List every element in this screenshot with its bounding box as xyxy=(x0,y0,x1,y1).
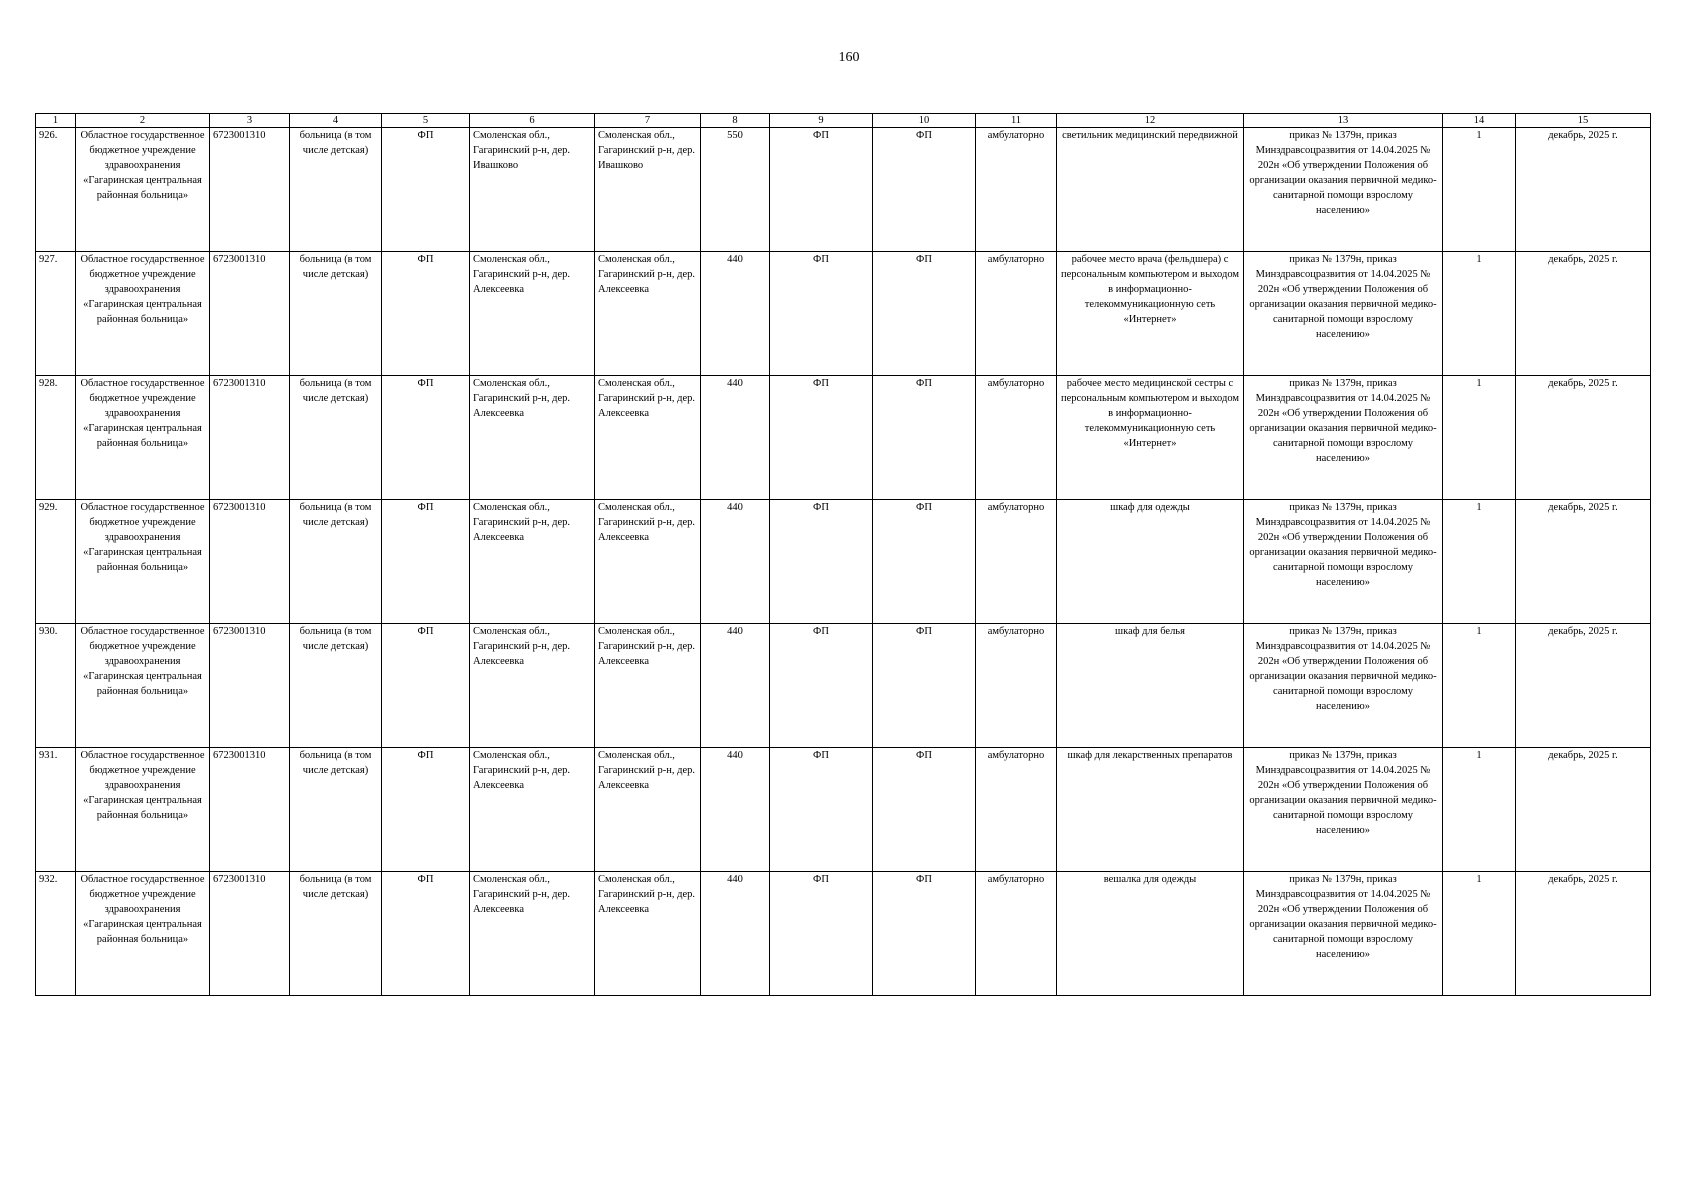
cell-unit: ФП xyxy=(382,252,470,376)
cell-unit: ФП xyxy=(382,376,470,500)
cell-mode: амбулаторно xyxy=(976,500,1057,624)
cell-address-actual: Смоленская обл., Гагаринский р-н, дер. Ивашково xyxy=(595,128,701,252)
cell-address: Смоленская обл., Гагаринский р-н, дер. Алексеевка xyxy=(470,872,595,996)
cell-address: Смоленская обл., Гагаринский р-н, дер. Алексеевка xyxy=(470,748,595,872)
cell-quantity: 1 xyxy=(1443,252,1516,376)
cell-type: больница (в том числе детская) xyxy=(290,872,382,996)
equipment-table xyxy=(35,113,1651,996)
page-number: 160 xyxy=(838,50,860,65)
cell-col9: ФП xyxy=(770,128,873,252)
table-row xyxy=(36,500,1651,624)
cell-basis: приказ № 1379н, приказ Минздравсоцразвития от 14.04.2025 № 202н «Об утверждении Положения об организации оказания первичной медико-санитарной помощи взрослому населению» xyxy=(1244,376,1443,500)
cell-col9: ФП xyxy=(770,748,873,872)
cell-population: 440 xyxy=(701,748,770,872)
cell-date: декабрь, 2025 г. xyxy=(1516,500,1651,624)
cell-address: Смоленская обл., Гагаринский р-н, дер. Алексеевка xyxy=(470,624,595,748)
cell-date: декабрь, 2025 г. xyxy=(1516,748,1651,872)
table-row xyxy=(36,252,1651,376)
cell-inn: 6723001310 xyxy=(210,500,290,624)
cell-equipment: светильник медицинский передвижной xyxy=(1057,128,1244,252)
column-header: 1 xyxy=(36,114,76,128)
cell-address-actual: Смоленская обл., Гагаринский р-н, дер. Алексеевка xyxy=(595,376,701,500)
cell-address-actual: Смоленская обл., Гагаринский р-н, дер. Алексеевка xyxy=(595,252,701,376)
cell-population: 440 xyxy=(701,376,770,500)
cell-date: декабрь, 2025 г. xyxy=(1516,872,1651,996)
cell-col9: ФП xyxy=(770,252,873,376)
cell-organization: Областное государственное бюджетное учреждение здравоохранения «Гагаринская центральная районная больница» xyxy=(76,500,210,624)
cell-basis: приказ № 1379н, приказ Минздравсоцразвития от 14.04.2025 № 202н «Об утверждении Положения об организации оказания первичной медико-санитарной помощи взрослому населению» xyxy=(1244,624,1443,748)
cell-col9: ФП xyxy=(770,624,873,748)
cell-basis: приказ № 1379н, приказ Минздравсоцразвития от 14.04.2025 № 202н «Об утверждении Положения об организации оказания первичной медико-санитарной помощи взрослому населению» xyxy=(1244,500,1443,624)
table-row xyxy=(36,128,1651,252)
cell-col10: ФП xyxy=(873,252,976,376)
cell-organization: Областное государственное бюджетное учреждение здравоохранения «Гагаринская центральная районная больница» xyxy=(76,376,210,500)
cell-mode: амбулаторно xyxy=(976,252,1057,376)
cell-col10: ФП xyxy=(873,376,976,500)
cell-organization: Областное государственное бюджетное учреждение здравоохранения «Гагаринская центральная районная больница» xyxy=(76,128,210,252)
cell-date: декабрь, 2025 г. xyxy=(1516,128,1651,252)
cell-basis: приказ № 1379н, приказ Минздравсоцразвития от 14.04.2025 № 202н «Об утверждении Положения об организации оказания первичной медико-санитарной помощи взрослому населению» xyxy=(1244,128,1443,252)
cell-date: декабрь, 2025 г. xyxy=(1516,624,1651,748)
cell-mode: амбулаторно xyxy=(976,624,1057,748)
cell-address: Смоленская обл., Гагаринский р-н, дер. Алексеевка xyxy=(470,376,595,500)
cell-population: 550 xyxy=(701,128,770,252)
cell-address-actual: Смоленская обл., Гагаринский р-н, дер. Алексеевка xyxy=(595,872,701,996)
cell-quantity: 1 xyxy=(1443,872,1516,996)
cell-number: 927. xyxy=(36,252,76,376)
cell-unit: ФП xyxy=(382,128,470,252)
cell-equipment: шкаф для белья xyxy=(1057,624,1244,748)
cell-inn: 6723001310 xyxy=(210,376,290,500)
cell-type: больница (в том числе детская) xyxy=(290,748,382,872)
cell-equipment: вешалка для одежды xyxy=(1057,872,1244,996)
cell-population: 440 xyxy=(701,872,770,996)
cell-col9: ФП xyxy=(770,872,873,996)
cell-inn: 6723001310 xyxy=(210,624,290,748)
cell-number: 932. xyxy=(36,872,76,996)
cell-quantity: 1 xyxy=(1443,500,1516,624)
cell-number: 926. xyxy=(36,128,76,252)
cell-unit: ФП xyxy=(382,624,470,748)
column-header: 2 xyxy=(76,114,210,128)
cell-basis: приказ № 1379н, приказ Минздравсоцразвития от 14.04.2025 № 202н «Об утверждении Положения об организации оказания первичной медико-санитарной помощи взрослому населению» xyxy=(1244,252,1443,376)
cell-basis: приказ № 1379н, приказ Минздравсоцразвития от 14.04.2025 № 202н «Об утверждении Положения об организации оказания первичной медико-санитарной помощи взрослому населению» xyxy=(1244,748,1443,872)
cell-population: 440 xyxy=(701,500,770,624)
cell-address-actual: Смоленская обл., Гагаринский р-н, дер. Алексеевка xyxy=(595,748,701,872)
cell-organization: Областное государственное бюджетное учреждение здравоохранения «Гагаринская центральная районная больница» xyxy=(76,624,210,748)
cell-address-actual: Смоленская обл., Гагаринский р-н, дер. Алексеевка xyxy=(595,624,701,748)
cell-type: больница (в том числе детская) xyxy=(290,376,382,500)
cell-organization: Областное государственное бюджетное учреждение здравоохранения «Гагаринская центральная районная больница» xyxy=(76,872,210,996)
cell-equipment: шкаф для одежды xyxy=(1057,500,1244,624)
cell-address: Смоленская обл., Гагаринский р-н, дер. Алексеевка xyxy=(470,252,595,376)
cell-equipment: рабочее место врача (фельдшера) с персональным компьютером и выходом в информационно-телекоммуникационную сеть «Интернет» xyxy=(1057,252,1244,376)
column-header: 10 xyxy=(873,114,976,128)
cell-number: 928. xyxy=(36,376,76,500)
cell-col10: ФП xyxy=(873,624,976,748)
cell-type: больница (в том числе детская) xyxy=(290,128,382,252)
column-header: 3 xyxy=(210,114,290,128)
cell-col10: ФП xyxy=(873,500,976,624)
table-row xyxy=(36,748,1651,872)
cell-quantity: 1 xyxy=(1443,128,1516,252)
cell-inn: 6723001310 xyxy=(210,128,290,252)
cell-date: декабрь, 2025 г. xyxy=(1516,376,1651,500)
cell-mode: амбулаторно xyxy=(976,128,1057,252)
cell-quantity: 1 xyxy=(1443,376,1516,500)
table-row xyxy=(36,624,1651,748)
cell-address: Смоленская обл., Гагаринский р-н, дер. Алексеевка xyxy=(470,500,595,624)
cell-organization: Областное государственное бюджетное учреждение здравоохранения «Гагаринская центральная районная больница» xyxy=(76,748,210,872)
cell-number: 929. xyxy=(36,500,76,624)
cell-mode: амбулаторно xyxy=(976,748,1057,872)
cell-unit: ФП xyxy=(382,872,470,996)
cell-type: больница (в том числе детская) xyxy=(290,500,382,624)
column-header: 6 xyxy=(470,114,595,128)
cell-inn: 6723001310 xyxy=(210,872,290,996)
cell-date: декабрь, 2025 г. xyxy=(1516,252,1651,376)
cell-unit: ФП xyxy=(382,748,470,872)
cell-quantity: 1 xyxy=(1443,748,1516,872)
cell-quantity: 1 xyxy=(1443,624,1516,748)
cell-basis: приказ № 1379н, приказ Минздравсоцразвития от 14.04.2025 № 202н «Об утверждении Положения об организации оказания первичной медико-санитарной помощи взрослому населению» xyxy=(1244,872,1443,996)
column-header: 4 xyxy=(290,114,382,128)
cell-col9: ФП xyxy=(770,500,873,624)
column-header: 11 xyxy=(976,114,1057,128)
cell-address-actual: Смоленская обл., Гагаринский р-н, дер. Алексеевка xyxy=(595,500,701,624)
cell-type: больница (в том числе детская) xyxy=(290,252,382,376)
cell-equipment: рабочее место медицинской сестры с персональным компьютером и выходом в информационно-телекоммуникационную сеть «Интернет» xyxy=(1057,376,1244,500)
cell-col10: ФП xyxy=(873,748,976,872)
cell-equipment: шкаф для лекарственных препаратов xyxy=(1057,748,1244,872)
cell-mode: амбулаторно xyxy=(976,872,1057,996)
cell-population: 440 xyxy=(701,624,770,748)
cell-type: больница (в том числе детская) xyxy=(290,624,382,748)
cell-unit: ФП xyxy=(382,500,470,624)
column-header: 13 xyxy=(1244,114,1443,128)
cell-mode: амбулаторно xyxy=(976,376,1057,500)
cell-number: 931. xyxy=(36,748,76,872)
cell-number: 930. xyxy=(36,624,76,748)
column-header: 14 xyxy=(1443,114,1516,128)
cell-population: 440 xyxy=(701,252,770,376)
cell-col9: ФП xyxy=(770,376,873,500)
cell-address: Смоленская обл., Гагаринский р-н, дер. Ивашково xyxy=(470,128,595,252)
cell-inn: 6723001310 xyxy=(210,748,290,872)
column-header: 7 xyxy=(595,114,701,128)
column-header: 9 xyxy=(770,114,873,128)
column-header: 5 xyxy=(382,114,470,128)
column-header: 15 xyxy=(1516,114,1651,128)
cell-col10: ФП xyxy=(873,872,976,996)
table-row xyxy=(36,376,1651,500)
cell-organization: Областное государственное бюджетное учреждение здравоохранения «Гагаринская центральная районная больница» xyxy=(76,252,210,376)
column-header: 12 xyxy=(1057,114,1244,128)
cell-col10: ФП xyxy=(873,128,976,252)
cell-inn: 6723001310 xyxy=(210,252,290,376)
column-header: 8 xyxy=(701,114,770,128)
header-row xyxy=(36,114,1651,128)
table-row xyxy=(36,872,1651,996)
